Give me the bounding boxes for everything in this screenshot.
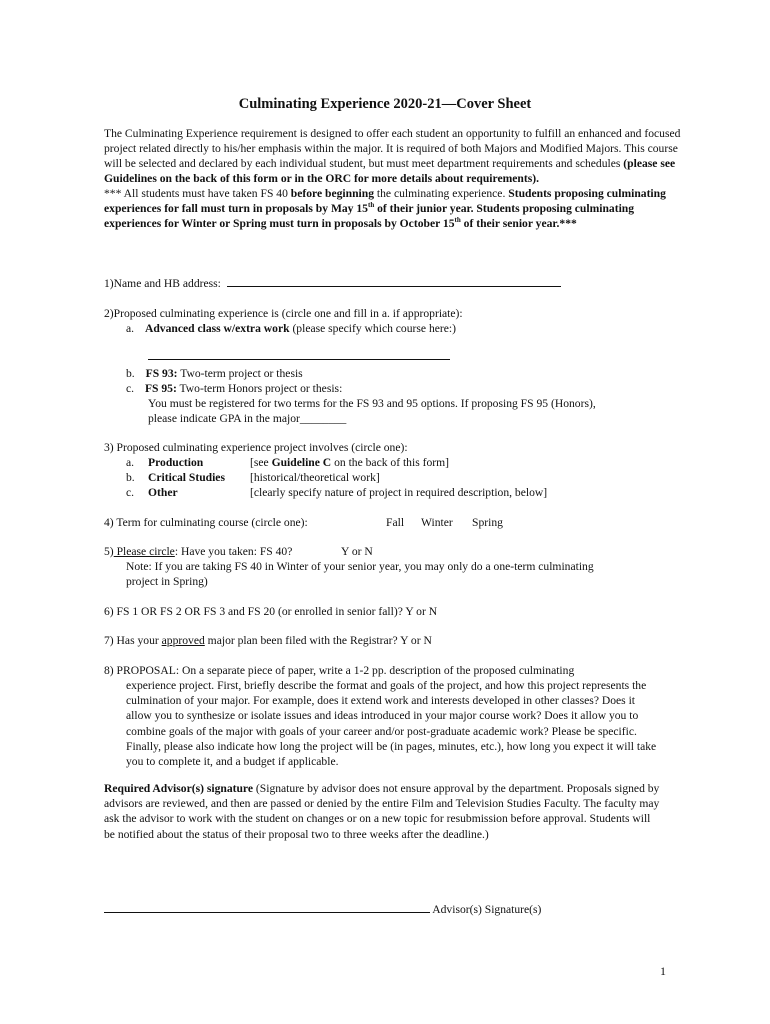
q2-c-note-2: please indicate GPA in the major________ bbox=[148, 412, 347, 425]
q7-approved: approved bbox=[161, 634, 205, 647]
q3-a-desc-2: on the back of this form] bbox=[331, 456, 450, 469]
intro-fs40-text: *** All students must have taken FS 40 bbox=[104, 187, 291, 200]
question-7 bbox=[104, 633, 432, 648]
q3-b-marker: b. bbox=[126, 471, 135, 484]
q2-c-note-1: You must be registered for two terms for the FS 93 and 95 options. If proposing FS 95 (Honors), bbox=[148, 397, 596, 410]
intro-deadline-senior: of their senior year.*** bbox=[460, 217, 577, 230]
page-number: 1 bbox=[660, 964, 666, 978]
q2-c-marker: c. bbox=[126, 382, 135, 395]
intro-text: The Culminating Experience requirement is designed to offer each student an opportunity to fulfill an enhanced and focused project related directly to his/her emphasis within the major. It is required of both Majors and Modified Majors. This course will be selected and declared by each individual student, but must meet department requirements and schedules bbox=[104, 127, 681, 170]
q5-note-2: project in Spring) bbox=[126, 575, 208, 588]
q5-yes-no[interactable]: Y or N bbox=[341, 545, 373, 558]
q2-b-marker: b. bbox=[126, 367, 135, 380]
q4-option-fall[interactable]: Fall bbox=[386, 516, 405, 529]
q4-option-winter[interactable]: Winter bbox=[421, 516, 453, 529]
q3-b-name: Critical Studies bbox=[148, 471, 225, 484]
q2-c-title: FS 95: bbox=[144, 382, 177, 395]
q2-b-text: Two-term project or thesis bbox=[177, 367, 303, 380]
advisor-paragraph bbox=[104, 781, 664, 842]
course-field[interactable] bbox=[148, 349, 450, 364]
q3-option-a bbox=[126, 455, 450, 470]
q5-label: : Have you taken: FS 40? bbox=[174, 545, 293, 558]
intro-guidelines-note: (please see Guidelines on the back of this form or in the ORC for more details about requirements). bbox=[104, 157, 676, 185]
course-field-line bbox=[148, 349, 450, 360]
advisor-text: (Signature by advisor does not ensure approval by the department. Proposals signed by advisors are reviewed, and then are passed or denied by the entire Film and Television Studies Faculty. The faculty may ask the advisor to work with the student on changes or on a new topic for resubmission before approval. Students will be notified about the status of their proposal two to three weeks after the deadline.) bbox=[104, 782, 660, 841]
intro-deadline-junior: of their junior year. Students proposing culminating experiences for Winter or Spring must turn in proposals by October 15 bbox=[104, 202, 635, 230]
q8-description: experience project. First, briefly describe the format and goals of the project, and how this project represents the culmination of your major. For example, does it extend work and interests developed in other classes? Does it allow you to synthesize or isolate issues and ideas introduced in your major course work? Does it allow you to combine goals of the major with goals of your career and/or post-graduate academic work? Please be specific. Finally, please also indicate how long the project will be (in pages, minutes, etc.), how long you expect it will take you to complete it, and a budget if applicable. bbox=[126, 679, 657, 769]
q2-b-title: FS 93: bbox=[145, 367, 178, 380]
q3-a-name: Production bbox=[148, 456, 204, 469]
intro-sup-1: th bbox=[367, 201, 375, 210]
intro-deadline-fall: Students proposing culminating experiences for fall must turn in proposals by May 15 bbox=[104, 187, 666, 215]
name-address-field[interactable] bbox=[227, 276, 561, 287]
intro-paragraph bbox=[104, 126, 684, 231]
q4-option-spring[interactable]: Spring bbox=[472, 516, 503, 529]
q3-label: 3) Proposed culminating experience project involves (circle one): bbox=[104, 441, 408, 454]
q5-please-circle: Please circle bbox=[113, 545, 175, 558]
question-6: 6) FS 1 OR FS 2 OR FS 3 and FS 20 (or enrolled in senior fall)? Y or N bbox=[104, 605, 438, 618]
q5-number: 5) bbox=[104, 545, 114, 558]
q1-label: 1)Name and HB address: bbox=[104, 277, 221, 290]
q2-a-text: (please specify which course here:) bbox=[289, 322, 456, 335]
q2-a-marker: a. bbox=[126, 322, 135, 335]
q3-a-guideline: Guideline C bbox=[271, 456, 332, 469]
advisor-signature-row bbox=[104, 902, 541, 917]
q2-option-a bbox=[126, 321, 456, 336]
q3-option-c bbox=[126, 485, 548, 500]
q3-b-desc: [historical/theoretical work] bbox=[250, 471, 380, 484]
q3-a-desc-1: [see bbox=[250, 456, 272, 469]
q3-a-desc bbox=[250, 455, 449, 470]
q7-text-1: 7) Has your bbox=[104, 634, 162, 647]
q3-option-b bbox=[126, 470, 380, 485]
q8-line-1: 8) PROPOSAL: On a separate piece of paper, write a 1-2 pp. description of the proposed culminating bbox=[104, 664, 575, 677]
q3-c-desc: [clearly specify nature of project in required description, below] bbox=[250, 486, 548, 499]
advisor-signature-label: Advisor(s) Signature(s) bbox=[430, 903, 542, 916]
q7-text-2: major plan been filed with the Registrar? Y or N bbox=[204, 634, 432, 647]
q2-a-title: Advanced class w/extra work bbox=[144, 322, 290, 335]
q2-c-text: Two-term Honors project or thesis: bbox=[176, 382, 343, 395]
intro-before-beginning: before beginning bbox=[290, 187, 375, 200]
q5-note-1: Note: If you are taking FS 40 in Winter of your senior year, you may only do a one-term culminating bbox=[126, 560, 594, 573]
q3-c-name: Other bbox=[148, 486, 178, 499]
q2-label: 2)Proposed culminating experience is (circle one and fill in a. if appropriate): bbox=[104, 307, 463, 320]
intro-sup-2: th bbox=[454, 216, 461, 225]
q4-label: 4) Term for culminating course (circle one): bbox=[104, 516, 308, 529]
page-title: Culminating Experience 2020-21—Cover Sheet bbox=[238, 96, 532, 112]
intro-fs40-text-2: the culminating experience. bbox=[374, 187, 509, 200]
q3-c-marker: c. bbox=[126, 486, 135, 499]
question-1 bbox=[104, 276, 561, 291]
q2-option-c bbox=[126, 381, 342, 396]
advisor-signature-field[interactable] bbox=[104, 902, 430, 913]
q3-a-marker: a. bbox=[126, 456, 135, 469]
question-5 bbox=[104, 544, 292, 559]
advisor-heading: Required Advisor(s) signature bbox=[104, 782, 254, 795]
q2-option-b bbox=[126, 366, 303, 381]
